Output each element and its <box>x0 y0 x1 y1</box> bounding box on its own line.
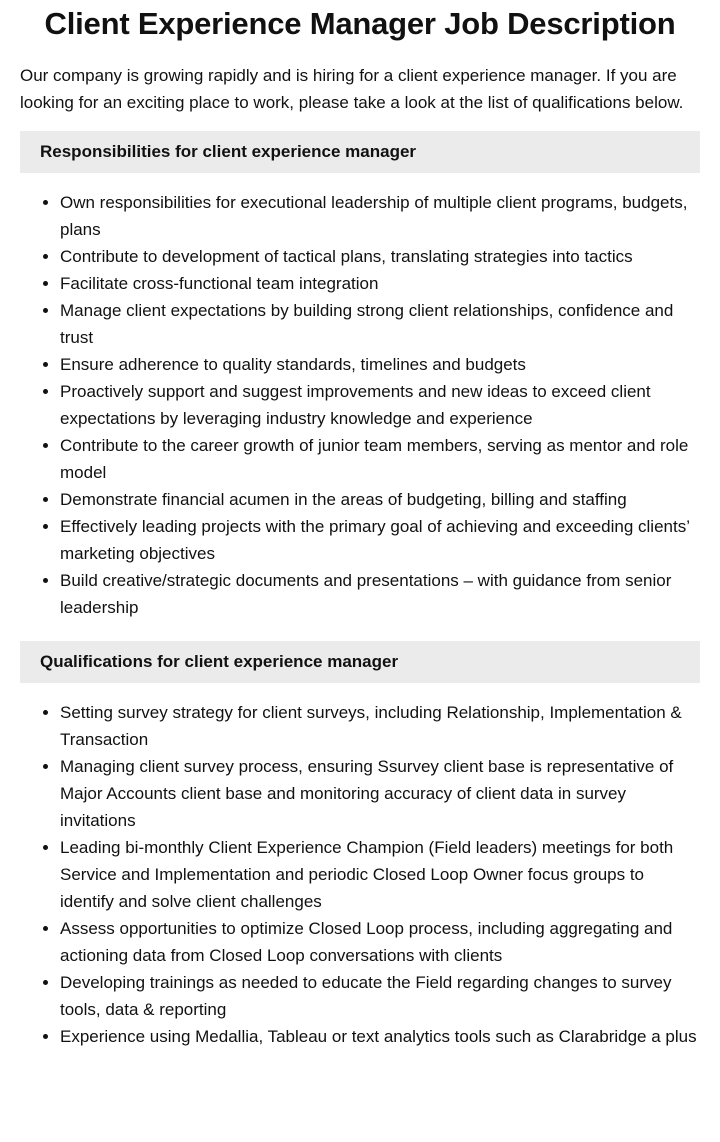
list-item: • Build creative/strategic documents and presentations – with guidance from senior leadership <box>60 567 700 621</box>
list-item: • Managing client survey process, ensuring Ssurvey client base is representative of Major Accounts client base and monitoring accuracy of client data in survey invitations <box>60 753 700 834</box>
list-item: • Contribute to the career growth of junior team members, serving as mentor and role model <box>60 432 700 486</box>
list-item: • Facilitate cross-functional team integration <box>60 270 700 297</box>
qualifications-list <box>20 699 700 1050</box>
list-item: • Contribute to development of tactical plans, translating strategies into tactics <box>60 243 700 270</box>
intro-text: Our company is growing rapidly and is hiring for a client experience manager. If you are looking for an exciting place to work, please take a look at the list of qualifications below. <box>20 66 684 112</box>
page-title: Client Experience Manager Job Description <box>44 6 676 41</box>
list-item: • Demonstrate financial acumen in the areas of budgeting, billing and staffing <box>60 486 700 513</box>
list-item: • Manage client expectations by building strong client relationships, confidence and trust <box>60 297 700 351</box>
list-item: • Effectively leading projects with the primary goal of achieving and exceeding clients’ marketing objectives <box>60 513 700 567</box>
list-item: • Assess opportunities to optimize Closed Loop process, including aggregating and actioning data from Closed Loop conversations with clients <box>60 915 700 969</box>
list-item: • Own responsibilities for executional leadership of multiple client programs, budgets, plans <box>60 189 700 243</box>
list-item: • Proactively support and suggest improvements and new ideas to exceed client expectations by leveraging industry knowledge and experience <box>60 378 700 432</box>
list-item: • Setting survey strategy for client surveys, including Relationship, Implementation & Transaction <box>60 699 700 753</box>
list-item: • Leading bi-monthly Client Experience Champion (Field leaders) meetings for both Service and Implementation and periodic Closed Loop Owner focus groups to identify and solve client challenges <box>60 834 700 915</box>
list-item: • Experience using Medallia, Tableau or text analytics tools such as Clarabridge a plus <box>60 1023 700 1050</box>
qualifications-heading: Qualifications for client experience manager <box>20 641 700 683</box>
responsibilities-list <box>20 189 700 621</box>
list-item: • Developing trainings as needed to educate the Field regarding changes to survey tools, data & reporting <box>60 969 700 1023</box>
list-item: • Ensure adherence to quality standards, timelines and budgets <box>60 351 700 378</box>
responsibilities-heading: Responsibilities for client experience manager <box>20 131 700 173</box>
